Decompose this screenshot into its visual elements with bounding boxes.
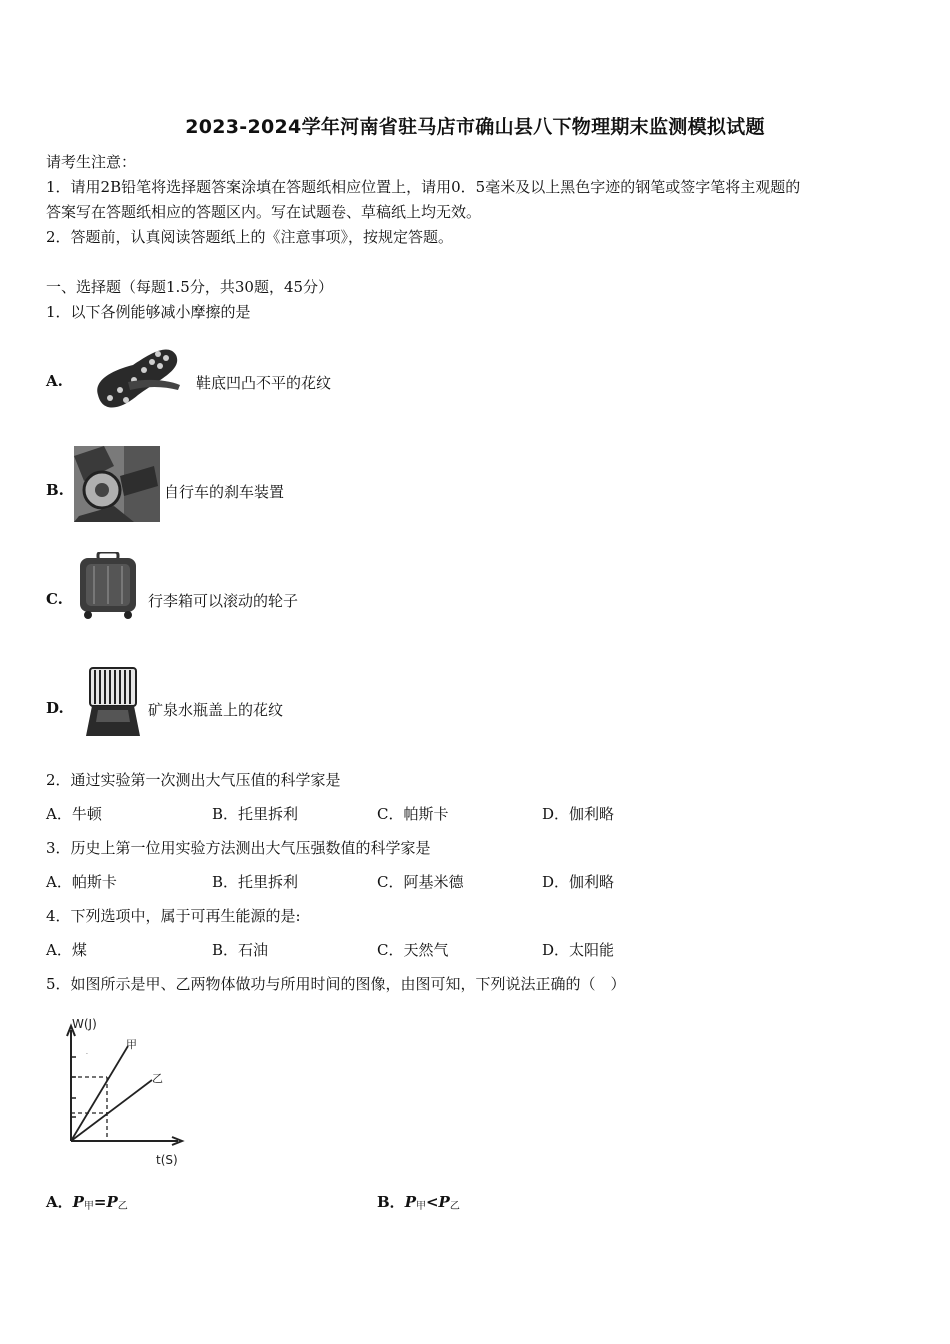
q3-option-b[interactable]: B．托里拆利 [212,873,299,891]
bicycle-brake-image [74,446,160,522]
notice-line-1a: 1．请用2B铅笔将选择题答案涂填在答题纸相应位置上，请用0．5毫米及以上黑色字迹的钢笔或签字笔将主观题的 [46,178,801,196]
q1-option-b-text: 自行车的刹车装置 [164,483,285,501]
q5-option-a-s1: 甲 [83,1201,94,1212]
q4-option-a[interactable]: A．煤 [46,941,87,959]
shoe-sole-image [88,340,183,420]
q5-option-a-p2: P [106,1193,118,1211]
question-5-stem: 5．如图所示是甲、乙两物体做功与所用时间的图像，由图可知，下列说法正确的（ ） [46,975,626,993]
bottle-cap-image [84,666,144,738]
q1-option-d-label[interactable]: D. [46,699,64,717]
q2-option-b[interactable]: B．托里拆利 [212,805,299,823]
q3-option-c[interactable]: C．阿基米德 [377,873,464,891]
q4-option-c[interactable]: C．天然气 [377,941,449,959]
question-4-stem: 4．下列选项中，属于可再生能源的是: [46,907,301,925]
q1-option-b-label[interactable]: B. [46,481,64,499]
q3-option-d[interactable]: D．伽利略 [542,873,615,891]
q5-option-b[interactable] [377,1191,460,1212]
q5-option-b-label: B． [377,1193,405,1211]
graph-line-yi-label: 乙 [152,1072,163,1085]
q2-option-a[interactable]: A．牛顿 [46,805,102,823]
q5-option-b-s1: 甲 [415,1201,426,1212]
question-2-stem: 2．通过实验第一次测出大气压值的科学家是 [46,771,341,789]
q3-option-a[interactable]: A．帕斯卡 [46,873,117,891]
q5-option-b-s2: 乙 [449,1201,460,1212]
suitcase-image [76,552,140,620]
q5-option-a-p1: P [72,1193,84,1211]
q5-option-a-label: A． [46,1193,73,1211]
svg-text:.: . [86,1049,88,1056]
q5-option-a-s2: 乙 [117,1201,128,1212]
q5-option-b-p2: P [438,1193,450,1211]
q1-option-c-text: 行李箱可以滚动的轮子 [148,592,299,610]
notice-line-2: 2．答题前，认真阅读答题纸上的《注意事项》，按规定答题。 [46,228,454,246]
question-3-stem: 3．历史上第一位用实验方法测出大气压强数值的科学家是 [46,839,431,857]
page-title: 2023-2024学年河南省驻马店市确山县八下物理期末监测模拟试题 [185,116,765,138]
q2-option-d[interactable]: D．伽利略 [542,805,615,823]
section-heading: 一、选择题（每题1.5分，共30题，45分） [46,278,334,296]
notice-heading: 请考生注意： [46,153,137,171]
q1-option-a-label[interactable]: A. [46,372,63,390]
graph-y-label: W(J) [72,1017,97,1031]
q4-option-d[interactable]: D．太阳能 [542,941,615,959]
work-time-graph [56,1010,196,1168]
question-1-stem: 1．以下各例能够减小摩擦的是 [46,303,251,321]
q1-option-c-label[interactable]: C. [46,590,63,608]
q5-option-b-p1: P [404,1193,416,1211]
q1-option-a-text: 鞋底凹凸不平的花纹 [196,374,332,392]
q5-option-a[interactable] [46,1191,128,1212]
q4-option-b[interactable]: B．石油 [212,941,269,959]
q5-option-b-op: < [425,1193,439,1211]
q5-option-a-op: = [93,1193,107,1211]
q2-option-c[interactable]: C．帕斯卡 [377,805,449,823]
notice-line-1b: 答案写在答题纸相应的答题区内。写在试题卷、草稿纸上均无效。 [46,203,482,221]
graph-x-label: t(S) [156,1153,178,1167]
q1-option-d-text: 矿泉水瓶盖上的花纹 [148,701,284,719]
graph-line-jia-label: 甲 [126,1038,137,1051]
